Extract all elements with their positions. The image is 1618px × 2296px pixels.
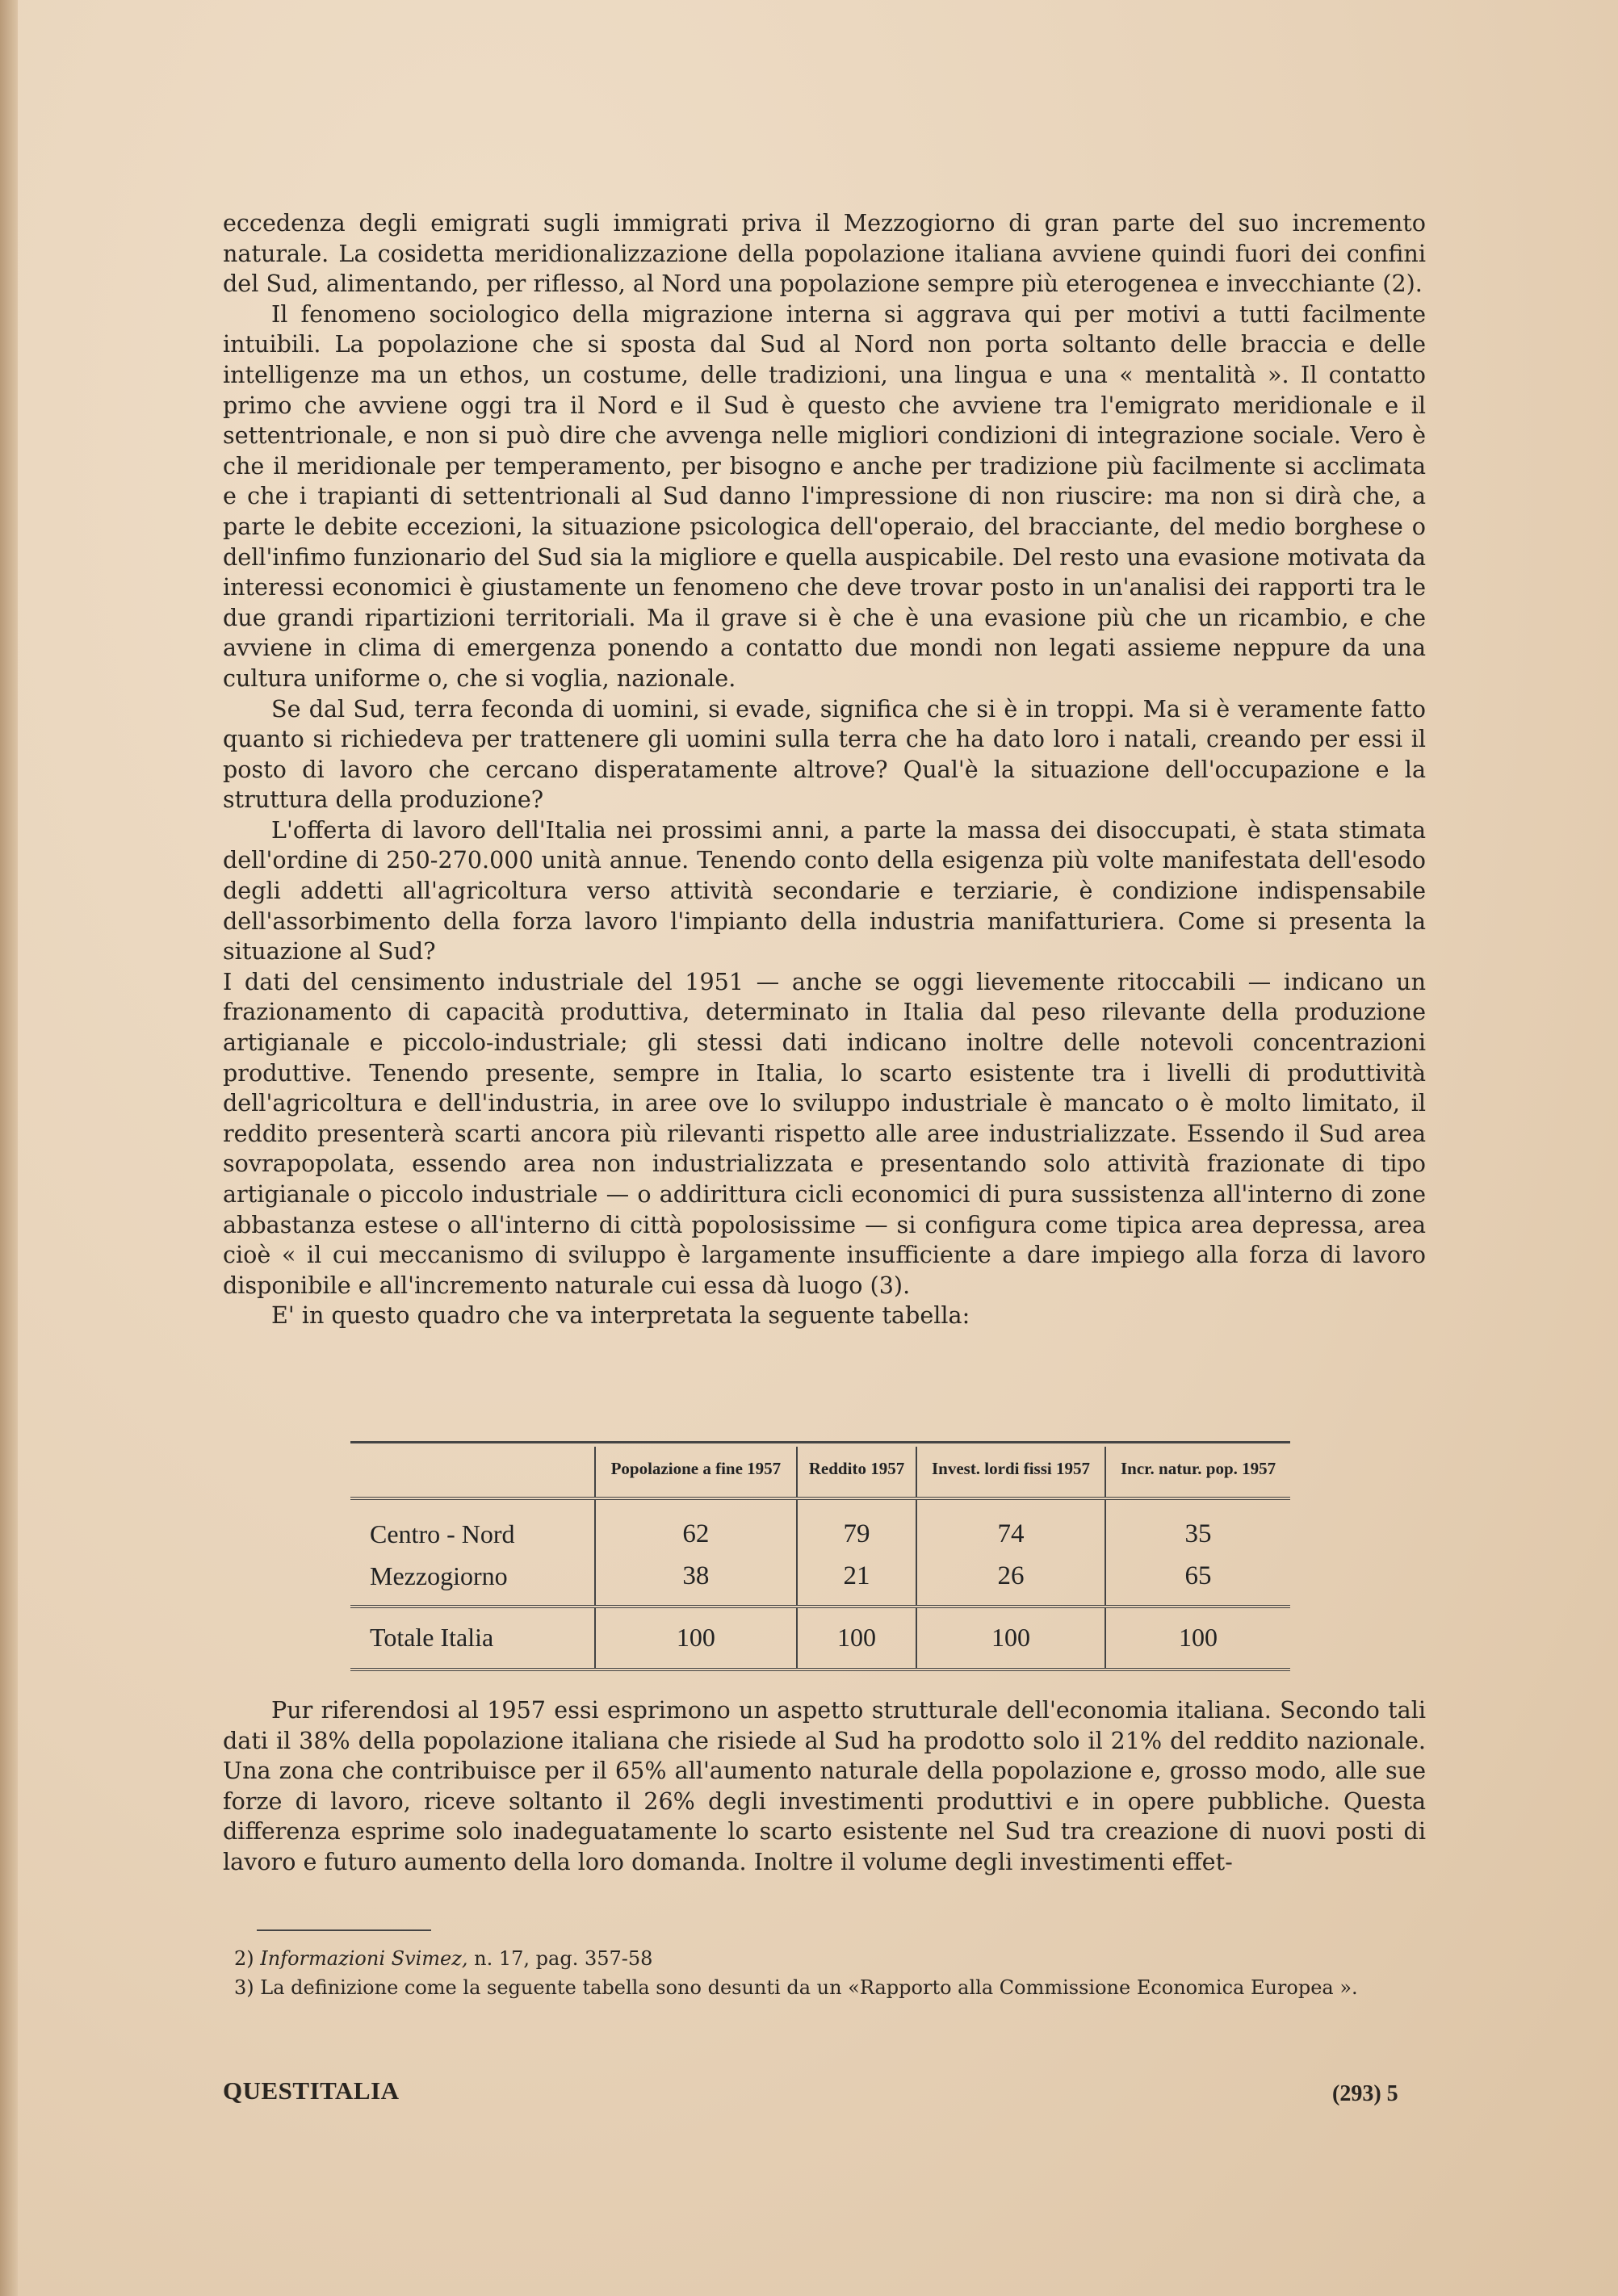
page-binding-edge	[0, 0, 18, 2296]
row-label: Centro - Nord	[370, 1519, 515, 1548]
header-popolazione: Popolazione a fine 1957	[595, 1447, 798, 1498]
statistics-table	[350, 1441, 1290, 1671]
table-row	[350, 1498, 1290, 1555]
header-empty	[350, 1447, 595, 1498]
table-cell: 26	[916, 1555, 1105, 1607]
table-cell: 79	[797, 1498, 916, 1555]
total-cell: 100	[916, 1607, 1105, 1670]
table-cell: 62	[595, 1498, 798, 1555]
footnote-3	[234, 1976, 1421, 1999]
table-row	[350, 1555, 1290, 1607]
table-top-rule	[350, 1441, 1290, 1443]
paragraph-7: Pur riferendosi al 1957 essi esprimono un aspetto strutturale dell'economia italiana. Secondo tali dati il 38% della popolazione italiana che risiede al Sud ha prodotto solo il 21% del reddito nazionale. Una zona che contribuisce per il 65% all'aumento naturale della popolazione e, grosso modo, alle sue forze di lavoro, riceve soltanto il 26% degli investimenti produttivi e in opere pubbliche. Questa differenza esprime solo inadeguatamente lo scarto esistente nel Sud tra creazione di nuovi posti di lavoro e futuro aumento della loro domanda. Inoltre il volume degli investimenti effet-	[223, 1696, 1426, 1875]
header-investimenti: Invest. lordi fissi 1957	[916, 1447, 1105, 1498]
footnote-2	[234, 1947, 1421, 1970]
paragraph-2: Il fenomeno sociologico della migrazione interna si aggrava qui per motivi a tutti facilmente intuibili. La popolazione che si sposta dal Sud al Nord non porta soltanto delle braccia e delle intelligenze ma un ethos, un costume, delle tradizioni, una lingua e una « mentalità ». Il contatto primo che avviene oggi tra il Nord e il Sud è questo che avviene tra l'emigrato meridionale e il settentrionale, e non si può dire che avvenga nelle migliori condizioni di integrazione sociale. Vero è che il meridionale per temperamento, per bisogno e anche per tradizione più facilmente si acclimata e che i trapianti di settentrionali al Sud danno l'impressione di non riuscire: ma non si dirà che, a parte le debite eccezioni, la situazione psicologica dell'operaio, del bracciante, del medio borghese o dell'infimo funzionario del Sud sia la migliore e quella auspicabile. Del resto una evasione motivata da interessi economici è giustamente un fenomeno che deve trovar posto in un'analisi dei rapporti tra le due grandi ripartizioni territoriali. Ma il grave si è che è una evasione più che un ricambio, e che avviene in clima di emergenza ponendo a contatto due mondi non legati assieme neppure da una cultura uniforme o, che si voglia, nazionale.	[223, 300, 1426, 692]
after-table-text	[223, 1695, 1426, 1878]
paragraph-5: I dati del censimento industriale del 1951 — anche se oggi lievemente ritoccabili — indicano un frazionamento di capacità produttiva, determinato in Italia dal peso rilevante della produzione artigianale e piccolo-industriale; gli stessi dati indicano inoltre delle notevoli concentrazioni produttive. Tenendo presente, sempre in Italia, lo scarto esistente tra i livelli di produttività dell'agricoltura e dell'industria, in aree ove lo sviluppo industriale è mancato o è molto limitato, il reddito presenterà scarti ancora più rilevanti rispetto alle aree industrializzate. Essendo il Sud area sovrapopolata, essendo area non industrializzata e presentando solo attività frazionate di tipo artigianale o piccolo industriale — o addirittura cicli economici di pura sussistenza all'interno di zone abbastanza estese o all'interno di città popolosissime — si configura come tipica area depressa, area cioè « il cui meccanismo di sviluppo è largamente insufficiente a dare impiego alla forza di lavoro disponibile e all'incremento naturale cui essa dà luogo (3).	[223, 967, 1426, 1299]
total-cell: 100	[595, 1607, 798, 1670]
table-cell: 38	[595, 1555, 798, 1607]
paragraph-6: E' in questo quadro che va interpretata la seguente tabella:	[271, 1301, 970, 1330]
footnote-number: 2)	[234, 1947, 254, 1970]
footnotes	[234, 1947, 1421, 2005]
footnote-number: 3)	[234, 1976, 254, 1999]
page-number: (293) 5	[1332, 2081, 1398, 2106]
magazine-name: QUESTITALIA	[223, 2076, 400, 2105]
data-table	[350, 1447, 1290, 1671]
footnote-text: La definizione come la seguente tabella sono desunti da un «Rapporto alla Commissione Economica Europea ».	[254, 1976, 1358, 1999]
table-cell: 21	[797, 1555, 916, 1607]
total-cell: 100	[1105, 1607, 1290, 1670]
table-cell: 74	[916, 1498, 1105, 1555]
footnote-source-title: Informazioni Svimez,	[260, 1947, 468, 1970]
paragraph-4: L'offerta di lavoro dell'Italia nei prossimi anni, a parte la massa dei disoccupati, è stata stimata dell'ordine di 250-270.000 unità annue. Tenendo conto della esigenza più volte manifestata dell'esodo degli addetti all'agricoltura verso attività secondarie e terziarie, è condizione indispensabile dell'assorbimento della forza lavoro l'impianto della industria manifatturiera. Come si presenta la situazione al Sud?	[223, 815, 1426, 966]
footnote-divider	[257, 1929, 431, 1931]
footnote-text: n. 17, pag. 357-58	[467, 1947, 653, 1970]
table-total-row	[350, 1607, 1290, 1670]
header-incremento: Incr. natur. pop. 1957	[1105, 1447, 1290, 1498]
paragraph-1: eccedenza degli emigrati sugli immigrati priva il Mezzogiorno di gran parte del suo incremento naturale. La cosidetta meridionalizzazione della popolazione italiana avviene quindi fuori dei confini del Sud, alimentando, per riflesso, al Nord una popolazione sempre più eterogenea e invecchiante (2).	[223, 209, 1426, 298]
header-reddito: Reddito 1957	[797, 1447, 916, 1498]
table-cell: 35	[1105, 1498, 1290, 1555]
table-cell: 65	[1105, 1555, 1290, 1607]
body-text	[223, 208, 1426, 1331]
total-label: Totale Italia	[350, 1607, 595, 1670]
row-label: Mezzogiorno	[350, 1555, 595, 1607]
total-cell: 100	[797, 1607, 916, 1670]
paragraph-3: Se dal Sud, terra feconda di uomini, si evade, significa che si è in troppi. Ma si è veramente fatto quanto si richiedeva per trattenere gli uomini sulla terra che ha dato loro i natali, creando per essi il posto di lavoro che cercano disperatamente altrove? Qual'è la situazione dell'occupazione e la struttura della produzione?	[223, 694, 1426, 814]
